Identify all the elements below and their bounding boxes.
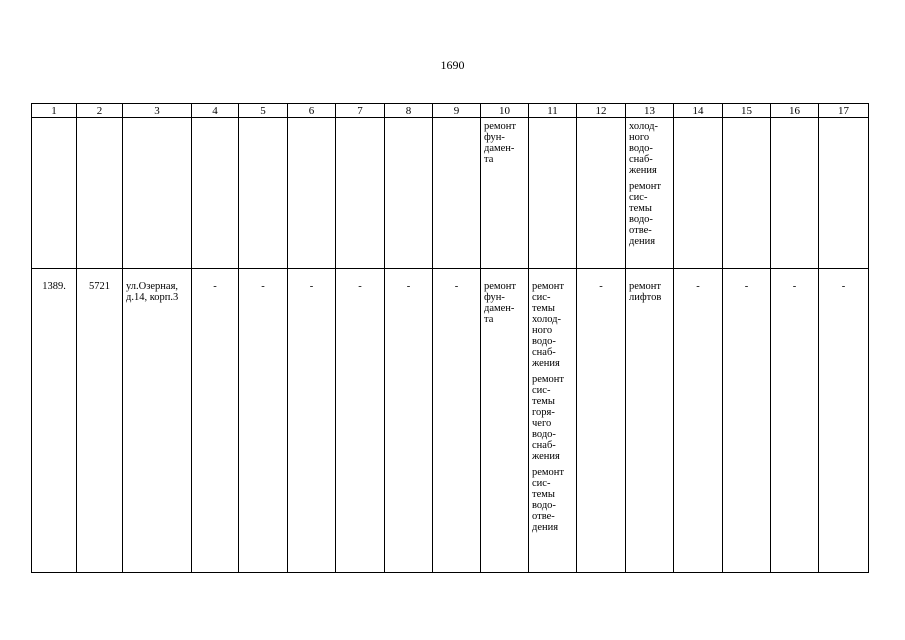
text-line: темы <box>532 489 555 500</box>
header-cell: 13 <box>626 104 674 118</box>
dash-value: - <box>261 281 265 292</box>
text-line: холод- <box>629 121 658 132</box>
dash-value: - <box>454 281 459 292</box>
table-cell <box>771 269 819 573</box>
table-cell <box>288 269 336 573</box>
header-cell: 4 <box>192 104 239 118</box>
table-cell <box>123 118 192 269</box>
text-line: та <box>484 314 494 325</box>
text-line: та <box>484 154 494 165</box>
text-line: ремонт <box>484 121 517 132</box>
header-cell: 7 <box>336 104 385 118</box>
work-item <box>532 374 573 462</box>
text-line: снаб- <box>532 440 556 451</box>
work-item <box>629 121 670 176</box>
header-cell: 12 <box>577 104 626 118</box>
header-cell: 6 <box>288 104 336 118</box>
work-list <box>626 118 673 247</box>
text-line: горя- <box>532 407 555 418</box>
header-cell: 1 <box>32 104 77 118</box>
text-line: дения <box>629 236 656 247</box>
header-cell: 2 <box>77 104 123 118</box>
table-cell <box>819 118 869 269</box>
text-line: сис- <box>532 478 551 489</box>
text-line: водо- <box>532 500 556 511</box>
text-line: дения <box>532 522 559 533</box>
text-line: дамен- <box>484 143 515 154</box>
table-cell <box>481 269 529 573</box>
text-line: сис- <box>532 292 551 303</box>
dash-value: - <box>744 281 749 292</box>
header-cell: 17 <box>819 104 869 118</box>
dash-value: - <box>309 281 314 292</box>
work-list <box>626 269 673 303</box>
text-line: отве- <box>629 225 652 236</box>
header-cell: 8 <box>385 104 433 118</box>
text-line: ремонт <box>532 467 565 478</box>
work-list <box>529 269 576 533</box>
dash-value: - <box>213 281 217 292</box>
header-cell: 5 <box>239 104 288 118</box>
text-line: водо- <box>629 143 653 154</box>
table-cell <box>626 118 674 269</box>
table-cell <box>819 269 869 573</box>
text-line: дамен- <box>484 303 515 314</box>
table-cell <box>529 269 577 573</box>
text-line: ремонт <box>484 281 517 292</box>
dash-value: - <box>792 281 797 292</box>
table-cell <box>336 118 385 269</box>
table-cell <box>239 269 288 573</box>
header-cell: 15 <box>723 104 771 118</box>
address-line: ул.Озерная, <box>126 281 179 292</box>
text-line: водо- <box>629 214 653 225</box>
work-list <box>481 118 528 165</box>
table-cell <box>288 118 336 269</box>
text-line: ремонт <box>629 281 662 292</box>
header-cell: 16 <box>771 104 819 118</box>
table-cell <box>674 269 723 573</box>
table-cell <box>77 118 123 269</box>
table-cell <box>529 118 577 269</box>
table-cell <box>433 269 481 573</box>
dash-value: - <box>358 281 362 292</box>
text-line: снаб- <box>532 347 556 358</box>
text-line: ремонт <box>532 374 565 385</box>
text-line: водо- <box>532 336 556 347</box>
work-item <box>484 121 525 165</box>
work-item <box>484 281 525 325</box>
table-cell <box>336 269 385 573</box>
text-line: ного <box>629 132 650 143</box>
text-line: ного <box>532 325 553 336</box>
table-cell <box>192 118 239 269</box>
dash-value: - <box>599 281 603 292</box>
text-line: жения <box>629 165 657 176</box>
work-list <box>481 269 528 325</box>
table-cell <box>192 269 239 573</box>
address-cell <box>123 269 192 573</box>
address <box>123 269 191 303</box>
dash-value: - <box>696 281 700 292</box>
row-number: 1389. <box>42 281 66 292</box>
table-cell <box>577 269 626 573</box>
table-cell <box>771 118 819 269</box>
table-cell <box>32 118 77 269</box>
table-cell <box>481 118 529 269</box>
table-row <box>32 269 869 573</box>
header-row <box>32 104 869 118</box>
text-line: ремонт <box>532 281 565 292</box>
text-line: сис- <box>629 192 648 203</box>
address-line: д.14, корп.3 <box>126 292 179 303</box>
dash-value: - <box>841 281 846 292</box>
header-cell: 14 <box>674 104 723 118</box>
page-number: 1690 <box>440 58 465 72</box>
table-cell <box>674 118 723 269</box>
table-cell <box>385 118 433 269</box>
text-line: отве- <box>532 511 555 522</box>
text-line: снаб- <box>629 154 653 165</box>
text-line: сис- <box>532 385 551 396</box>
repair-table <box>31 103 869 573</box>
work-item <box>629 181 670 247</box>
table-cell <box>385 269 433 573</box>
table-cell <box>723 118 771 269</box>
text-line: темы <box>532 396 555 407</box>
table-cell <box>723 269 771 573</box>
header-cell: 9 <box>433 104 481 118</box>
text-line: лифтов <box>629 292 662 303</box>
text-line: жения <box>532 358 560 369</box>
row-number-cell <box>32 269 77 573</box>
work-item <box>629 281 670 303</box>
code-cell <box>77 269 123 573</box>
work-item <box>532 467 573 533</box>
dash-value: - <box>406 281 411 292</box>
text-line: холод- <box>532 314 561 325</box>
text-line: ремонт <box>629 181 662 192</box>
table-cell <box>626 269 674 573</box>
text-line: водо- <box>532 429 556 440</box>
text-line: чего <box>532 418 552 429</box>
table-cell <box>239 118 288 269</box>
header-cell: 3 <box>123 104 192 118</box>
table-cell <box>577 118 626 269</box>
text-line: темы <box>629 203 652 214</box>
text-line: фун- <box>484 132 505 143</box>
table-row <box>32 118 869 269</box>
header-cell: 10 <box>481 104 529 118</box>
text-line: фун- <box>484 292 505 303</box>
work-item <box>532 281 573 369</box>
object-code: 5721 <box>89 281 110 292</box>
header-cell: 11 <box>529 104 577 118</box>
text-line: жения <box>532 451 560 462</box>
table-cell <box>433 118 481 269</box>
text-line: темы <box>532 303 555 314</box>
